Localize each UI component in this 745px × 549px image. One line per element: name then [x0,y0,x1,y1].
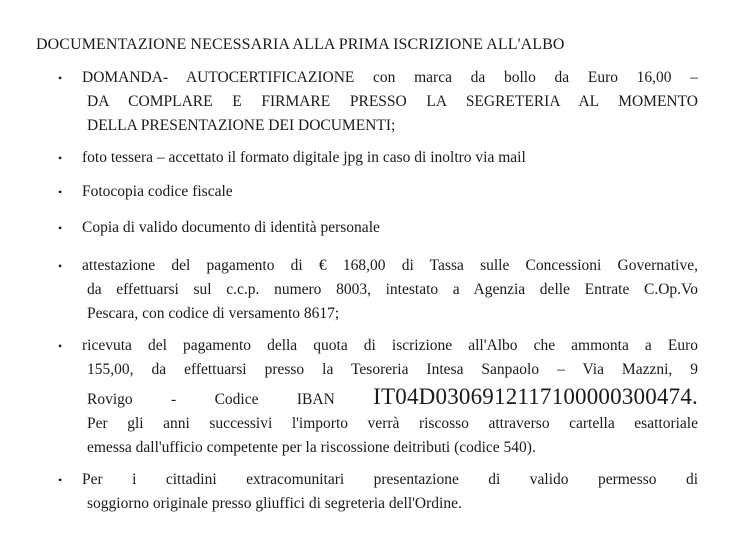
item-line: attestazione del pagamento di € 168,00 di Tassa sulle Concessioni Governative, [82,257,698,274]
item-line: DA COMPLARE E FIRMARE PRESSO LA SEGRETERIA AL MOMENTO [87,93,698,110]
item-line: Pescara, con codice di versamento 8617; [87,305,340,322]
item-line: Per gli anni successivi l'importo verrà riscosso attraverso cartella esattoriale [87,415,698,432]
bullet: • [58,339,63,353]
list-item-domanda [58,66,698,138]
item-line: Copia di valido documento di identità personale [82,219,380,236]
bullet: • [58,71,63,85]
item-line: 155,00, da effettuarsi presso la Tesoreria Intesa Sanpaolo – Via Mazzni, 9 [87,361,698,378]
bullet: • [58,185,63,199]
item-line: Per i cittadini extracomunitari presentazione di valido permesso di [82,471,698,488]
list-item-codice-fiscale [58,180,698,204]
bullet: • [58,259,63,273]
item-line: DOMANDA- AUTOCERTIFICAZIONE con marca da bollo da Euro 16,00 – [82,69,698,86]
iban-label: Rovigo - Codice IBAN [87,391,335,408]
item-line: soggiorno originale presso gliuffici di segreteria dell'Ordine. [87,495,462,512]
list-item-tassa-concessioni [58,254,698,326]
item-line: emessa dall'ufficio competente per la riscossione deitributi (codice 540). [87,439,536,456]
item-line: foto tessera – accettato il formato digitale jpg in caso di inoltro via mail [82,149,526,166]
bullet: • [58,473,63,487]
item-line: da effettuarsi sul c.c.p. numero 8003, intestato a Agenzia delle Entrate C.Op.Vo [87,281,698,298]
item-line: Fotocopia codice fiscale [82,183,233,200]
item-line: ricevuta del pagamento della quota di iscrizione all'Albo che ammonta a Euro [82,337,698,354]
bullet: • [58,151,63,165]
list-item-quota-iscrizione [58,334,698,460]
list-item-foto-tessera [58,146,698,170]
iban-line [58,382,698,412]
iban-code: IT04D0306912117100000300474. [373,384,698,409]
list-item-documento-identita [58,216,698,240]
list-item-extracomunitari [58,468,698,516]
bullet: • [58,221,63,235]
document-title: DOCUMENTAZIONE NECESSARIA ALLA PRIMA ISCRIZIONE ALL'ALBO [36,36,565,53]
item-line: DELLA PRESENTAZIONE DEI DOCUMENTI; [87,117,396,134]
